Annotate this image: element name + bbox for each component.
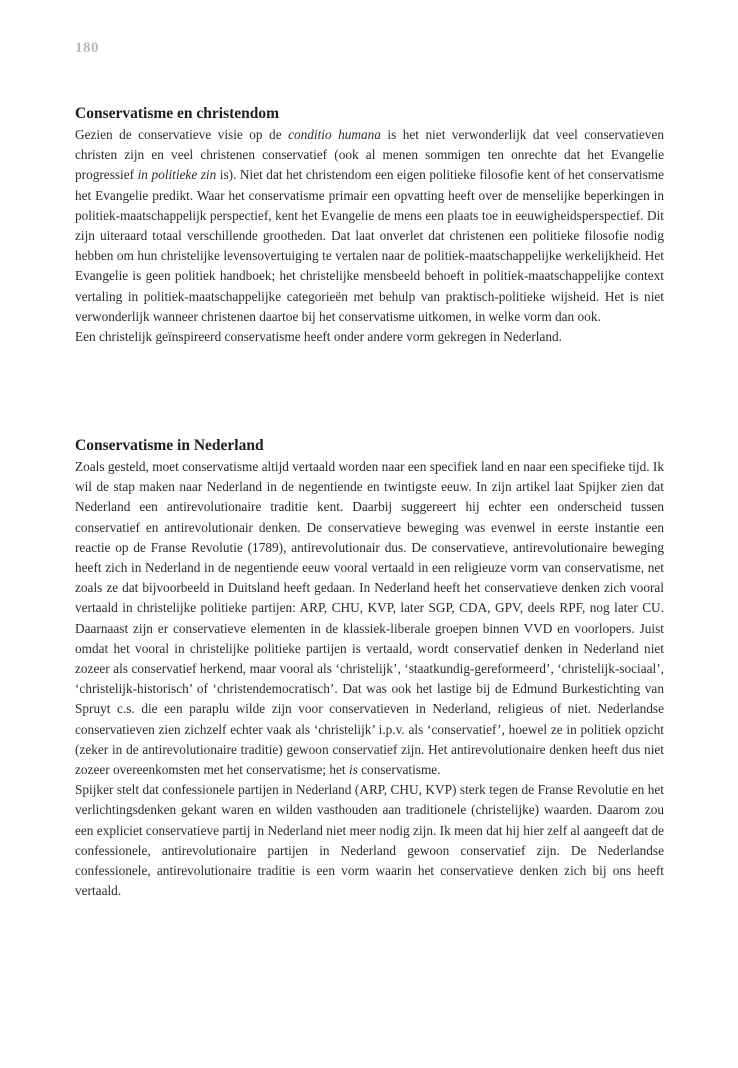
text-run: Spijker stelt dat confessionele partijen in Nederland (ARP, CHU, KVP) sterk tegen de Franse Revolutie en het verlichtingsdenken gekant waren en wilden vasthouden aan traditionele (christelijke) waarden. Daarom zou een expliciet conservatieve partij in Nederland niet meer nodig zijn. Ik meen dat hij hier zelf al aangeeft dat de confessionele, antirevolutionaire partijen in Nederland gewoon conservatief zijn. De Nederlandse confessionele, antirevolutionaire traditie is een vorm waarin het conservatieve denken zich bij ons heeft vertaald. [75, 782, 664, 899]
text-run: Een christelijk geïnspireerd conservatisme heeft onder andere vorm gekregen in Nederland. [75, 329, 562, 345]
italic-text-run: conditio humana [288, 127, 381, 142]
section-heading: Conservatisme en christendom [75, 105, 280, 122]
section-conservatism-in-netherlands [75, 436, 664, 901]
section-heading: Conservatisme in Nederland [75, 437, 264, 454]
paragraph [75, 457, 664, 780]
text-run: Zoals gesteld, moet conservatisme altijd vertaald worden naar een specifiek land en naar een specifieke tijd. Ik wil de stap maken naar Nederland in de negentiende en twintigste eeuw. In zijn artikel laat Spijker zien dat Nederland een antirevolutionaire traditie kent. Daarbij suggereert hij echter een onderscheid tussen conservatief en antirevolutionair denken. De conservatieve beweging was evenwel in eerste instantie een reactie op de Franse Revolutie (1789), antirevolutionair dus. De conservatieve, antirevolutionaire beweging heeft zich in Nederland in de negentiende eeuw vooral vertaald in een religieuze vorm van conservatisme, net zoals ze dat bijvoorbeeld in Duitsland heeft gedaan. In Nederland heeft het conservatieve denken zich vooral vertaald in christelijke politieke partijen: ARP, CHU, KVP, later SGP, CDA, GPV, deels RPF, nog later CU. Daarnaast zijn er conservatieve elementen in de klassiek-liberale groepen binnen VVD en voorlopers. Juist omdat het vooral in christelijke politieke partijen is vertaald, wordt conservatief denken in Nederland niet zozeer als conservatief herkend, maar vooral als ‘christelijk’, ‘staatkundig-gereformeerd’, ‘christelijk-sociaal’, ‘christelijk-historisch’ of ‘christendemocratisch’. Dat was ook het lastige bij de Edmund Burkestichting van Spruyt c.s. die een paraplu wilde zijn voor conservatieven in Nederland, religieus of niet. Nederlandse conservatieven zien zichzelf echter vaak als ‘christelijk’ i.p.v. als ‘conservatief’, hoewel ze in politiek opzicht (zeker in de antirevolutionaire traditie) gewoon conservatief zijn. Het antirevolutionaire denken heeft dus niet zozeer overeenkomsten met het conservatisme; het [75, 459, 664, 778]
text-run: is het niet verwonderlijk dat veel conservatieven christen zijn en veel christenen conservatief (ook al menen sommigen ten onrechte dat het Evangelie progressief [75, 127, 664, 183]
text-run: conservatisme. [357, 762, 441, 778]
page-number: 180 [75, 40, 99, 56]
paragraph [75, 125, 664, 327]
section-conservatism-and-christianity [75, 104, 664, 347]
italic-text-run: in politieke zin [137, 167, 217, 183]
text-run: is). Niet dat het christendom een eigen politieke filosofie kent of het conservatisme het Evangelie predikt. Waar het conservatisme primair een opvatting heeft over de menselijke beperkingen in politiek-maatschappelijk perspectief, kent het Evangelie de mens een plaats toe in eeuwigheidsperspectief. Dit zijn uiteraard totaal verschillende grootheden. Dat laat onverlet dat christenen een politieke filosofie nodig hebben om hun christelijke levensovertuiging te vertalen naar de politiek-maatschappelijke werkelijkheid. Het Evangelie is geen politiek handboek; het christelijke mensbeeld behoeft in politiek-maatschappelijke context vertaling in politiek-maatschappelijke categorieën met behulp van praktisch-politieke wijsheid. Het is niet verwonderlijk wanneer christenen daartoe bij het conservatisme uitkomen, in welke vorm dan ook. [75, 167, 664, 324]
paragraph [75, 327, 664, 347]
paragraph [75, 780, 664, 901]
italic-text-run: is [348, 762, 358, 778]
text-run: Gezien de conservatieve visie op de [75, 127, 289, 142]
